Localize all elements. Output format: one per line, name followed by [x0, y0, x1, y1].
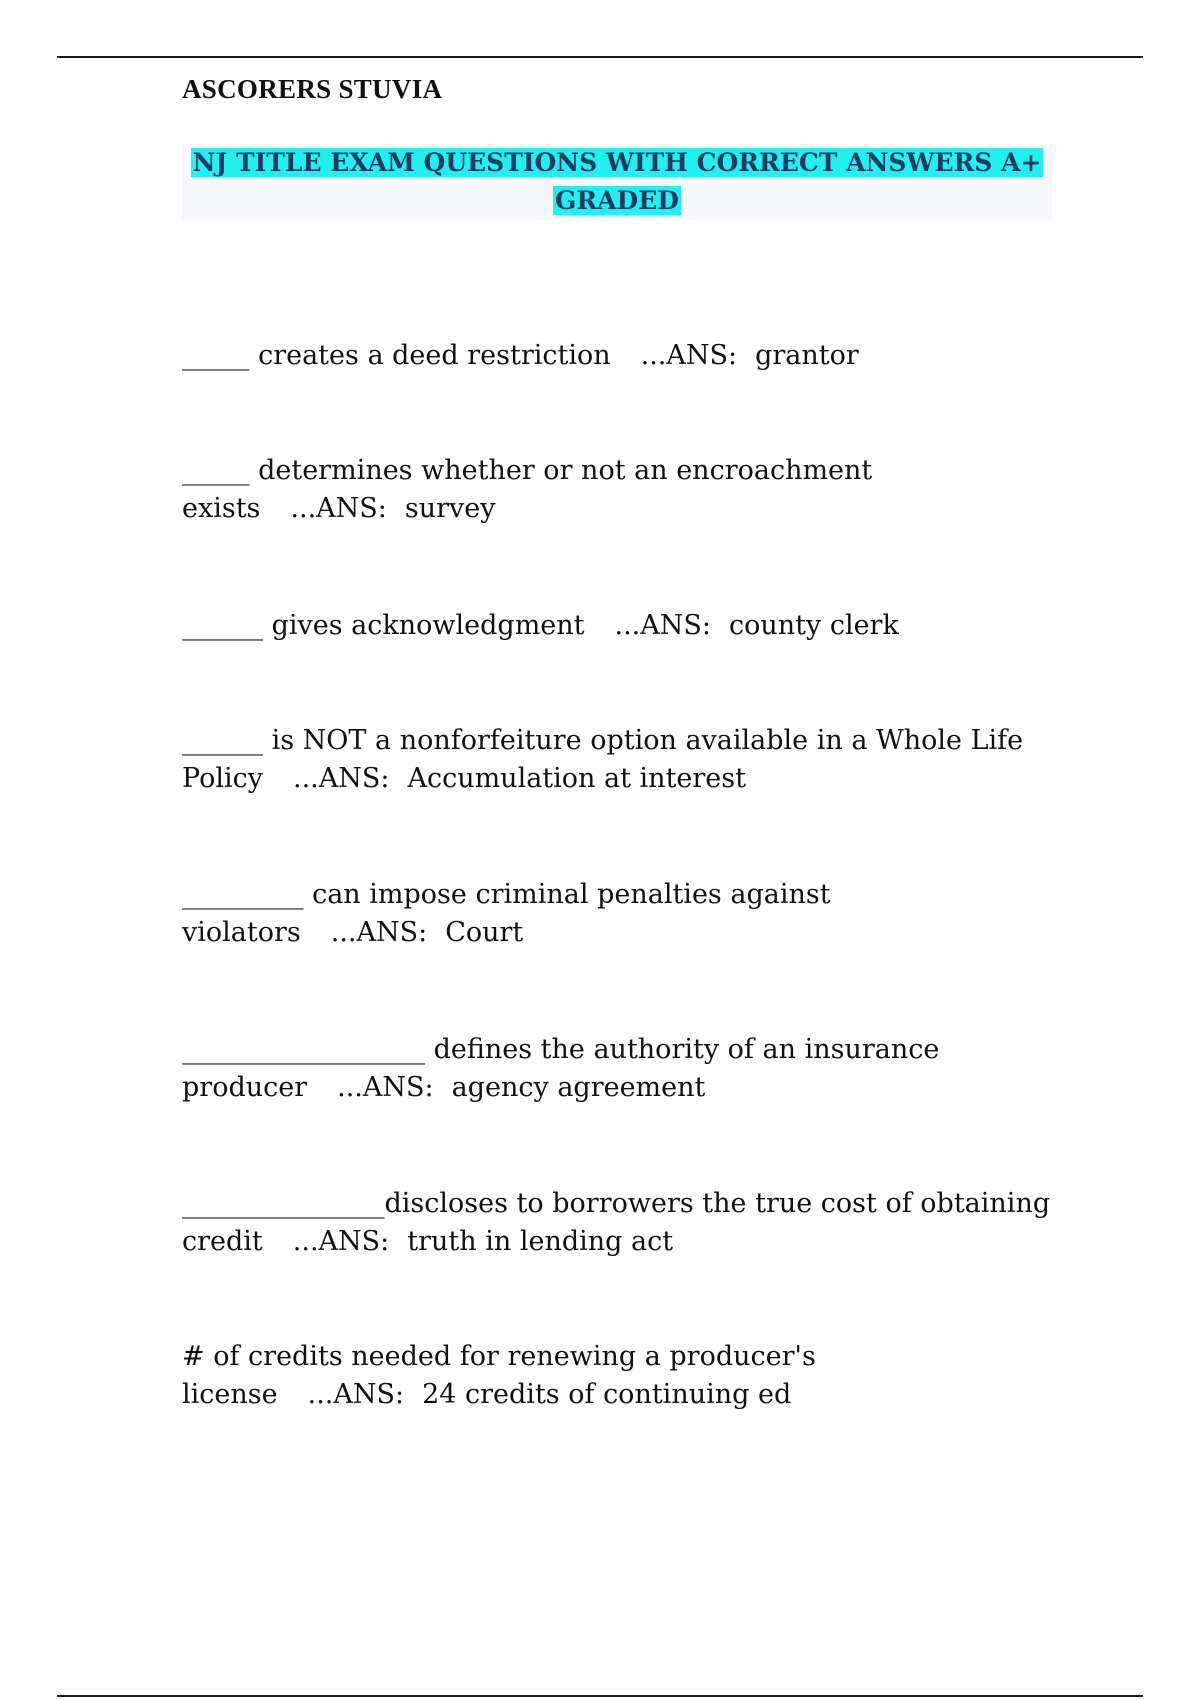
answer-text: Court: [445, 917, 524, 948]
answer-text: county clerk: [728, 610, 899, 641]
qa-item: [182, 452, 882, 528]
document-header: ASCORERS STUVIA: [182, 74, 443, 104]
top-rule: [57, 56, 1143, 58]
answer-marker: ...ANS:: [614, 610, 711, 641]
question-text: _____ creates a deed restriction: [182, 340, 611, 371]
question-text: ______ gives acknowledgment: [182, 610, 585, 641]
qa-item: [182, 876, 842, 952]
qa-item: [182, 1185, 1062, 1261]
question-text: _________ can impose criminal penalties against violators: [182, 879, 831, 948]
question-text: _______________discloses to borrowers the true cost of obtaining credit: [182, 1188, 1051, 1257]
answer-marker: ...ANS:: [337, 1072, 434, 1103]
answer-text: survey: [404, 493, 496, 524]
answer-marker: ...ANS:: [292, 1226, 390, 1257]
question-text: ______ is NOT a nonforfeiture option available in a Whole Life Policy: [182, 725, 1024, 794]
qa-item: [182, 1338, 1062, 1414]
answer-text: Accumulation at interest: [407, 763, 746, 794]
answer-text: 24 credits of continuing ed: [422, 1379, 792, 1410]
question-text: _____ determines whether or not an encroachment exists: [182, 455, 873, 524]
question-text: __________________ defines the authority of an insurance producer: [182, 1034, 940, 1103]
answer-marker: ...ANS:: [640, 340, 738, 371]
title-line-2: GRADED: [555, 186, 679, 215]
qa-item: [182, 607, 1062, 645]
answer-marker: ...ANS:: [290, 493, 387, 524]
qa-item: [182, 337, 1062, 375]
bottom-rule: [57, 1695, 1143, 1697]
answer-text: grantor: [755, 340, 859, 371]
qa-item: [182, 722, 1062, 798]
question-text: # of credits needed for renewing a producer's license: [182, 1341, 816, 1410]
page-title: [182, 144, 1052, 220]
title-line-1: NJ TITLE EXAM QUESTIONS WITH CORRECT ANSWERS A+: [192, 148, 1042, 177]
qa-item: [182, 1031, 1062, 1107]
answer-marker: ...ANS:: [292, 763, 390, 794]
answer-marker: ...ANS:: [330, 917, 428, 948]
answer-text: agency agreement: [451, 1072, 706, 1103]
answer-marker: ...ANS:: [307, 1379, 405, 1410]
answer-text: truth in lending act: [407, 1226, 674, 1257]
